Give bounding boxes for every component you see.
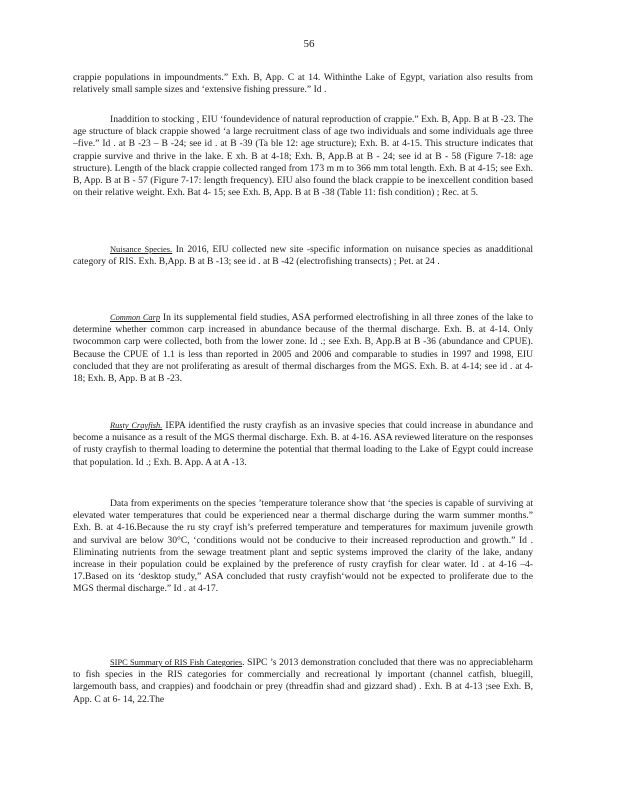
paragraph-text: IEPA identified the rusty crayfish as an invasive species that could increase in abundance and become a nuisance as a result of the MGS thermal discharge. Exh. B. at 4-16. ASA reviewed literature on the responses of rusty crayfish to thermal loading to determine the potential that thermal loading to the Lake of Egypt could increase that population. Id .; Exh. B. App. A at A -13.: [73, 420, 533, 468]
section-heading: Common Carp: [110, 313, 161, 322]
paragraph-body: [73, 244, 533, 268]
paragraph-text: crappie populations in impoundments.” Exh. B, App. C at 14. Withinthe Lake of Egypt, variation also results from relatively small sample sizes and ‘extensive fishing pressure.” Id .: [73, 72, 533, 96]
section-heading: SIPC Summary of RIS Fish Categories: [110, 658, 243, 667]
paragraph-crappie-reproduction: [73, 114, 533, 199]
paragraph-text: Data from experiments on the species ’temperature tolerance show that ‘the species is capable of surviving at elevated water temperatures that could be experienced near a thermal discharge during the warm summer months.” Exh. B. at 4-16.Because the ru sty crayf ish’s preferred temperature and temperatures for maximum juvenile growth and survival are below 30°C, ‘conditions would not be conducive to their increased reproduction and growth.” Id . Eliminating nutrients from the sewage treatment plant and septic systems improved the clarity of the lake, andany increase in their population could be explained by the preference of rusty crayfish for clear water. Id . at 4-16 –4- 17.Based on its ‘desktop study,” ASA concluded that rusty crayfish‘would not be expected to proliferate due to the MGS thermal discharge.” Id . at 4-17.: [73, 498, 533, 595]
page-number: 56: [303, 38, 315, 50]
paragraph-text: In its supplemental field studies, ASA performed electrofishing in all three zones of the lake to determine whether common carp increased in abundance because of the thermal discharge. Exh. B. at 4-14. Only twocommon carp were collected, both from the lower zone. Id .; see Exh. B, App.B at B -36 (abundance and CPUE). Because the CPUE of 1.1 is less than reported in 2005 and 2006 and comparable to studies in 1997 and 1998, EIU concluded that they are not proliferating as aresult of thermal discharges from the MGS. Exh. B. at 4-14; see id . at 4-18; Exh. B, App. B at B -23.: [73, 312, 533, 385]
paragraph-text: . SIPC ’s 2013 demonstration concluded that there was no appreciableharm to fish species in the RIS categories for commercially and recreational ly important (channel catfish, bluegill, largemouth bass, and crappies) and foodchain or prey (threadfin shad and gizzard shad) . Exh. B at 4-13 ;see Exh. B, App. C at 6- 14, 22.The: [73, 657, 533, 705]
paragraph-nuisance-species: [73, 244, 533, 268]
paragraph-sipc-summary: [73, 657, 533, 706]
section-heading: Rusty Crayfish.: [110, 421, 163, 430]
paragraph-rusty-crayfish: [73, 420, 533, 469]
paragraph-text: Inaddition to stocking , EIU ‘foundevidence of natural reproduction of crappie.” Exh. B, App. B at B -23. The age structure of black crappie showed ‘a large recruitment class of age two individuals and some individuals age three –five.” Id . at B -23 – B -24; see id . at B -39 (Ta ble 12: age structure); Exh. B. at 4-15. This structure indicates that crappie survive and thrive in the lake. E xh. B at 4-18; Exh. B, App.B at B - 24; see id at B - 58 (Figure 7-18: age structure). Length of the black crappie collected ranged from 173 m m to 366 mm total length. Exh. B at 4-15; see Exh. B, App. B at B - 57 (Figure 7-17: length frequency). EIU also found the black crappie to be inexcellent condition based on their relative weight. Exh. Bat 4- 15; see Exh. B, App. B at B -38 (Table 11: fish condition) ; Rec. at 5.: [73, 114, 533, 199]
section-heading: Nuisance Species.: [110, 245, 173, 254]
paragraph-continuation: [73, 72, 533, 96]
paragraph-body: [73, 420, 533, 469]
paragraph-body: [73, 657, 533, 706]
paragraph-text: In 2016, EIU collected new site -specific information on nuisance species as anadditional category of RIS. Exh. B,App. B at B -13; see id . at B -42 (electrofishing transects) ; Pet. at 24 .: [73, 244, 534, 268]
paragraph-temperature-tolerance: [73, 498, 533, 596]
paragraph-common-carp: [73, 312, 533, 385]
paragraph-body: [73, 312, 533, 385]
